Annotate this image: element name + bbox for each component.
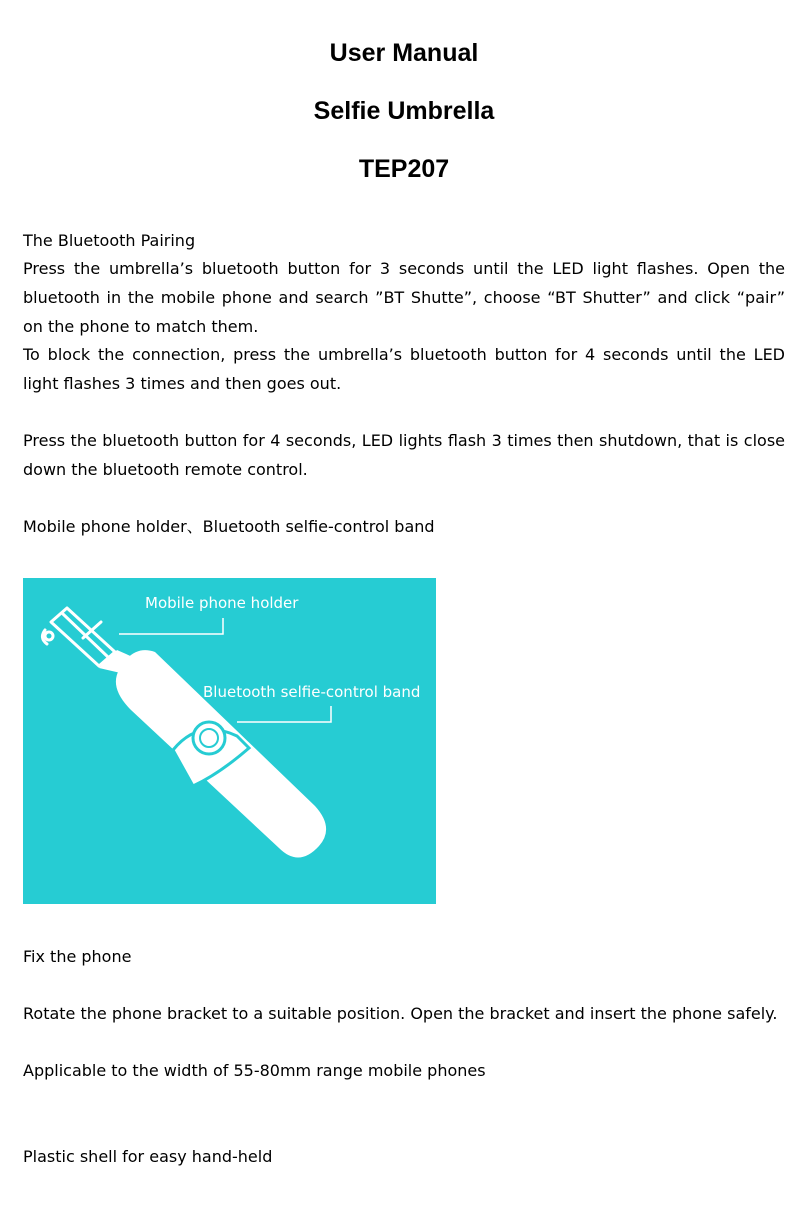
figure-label-band: Bluetooth selfie-control band [203, 683, 421, 701]
fix-phone-heading: Fix the phone [23, 947, 132, 966]
umbrella-illustration [23, 578, 436, 904]
block-connection-paragraph: To block the connection, press the umbrella’s bluetooth button for 4 seconds until the LED light flashes 3 times and then goes out. [23, 345, 785, 393]
shell-paragraph: Plastic shell for easy hand-held [23, 1147, 273, 1166]
pairing-paragraph: Press the umbrella’s bluetooth button for 3 seconds until the LED light flashes. Open the bluetooth in the mobile phone and search ”BT Shutte”, choose “BT Shutter” and click “pair” on the phone to match them. [23, 259, 785, 336]
document-title: User Manual [329, 39, 479, 67]
pairing-heading: The Bluetooth Pairing [23, 231, 196, 250]
model-number: TEP207 [358, 155, 450, 183]
figure-label-holder: Mobile phone holder [145, 594, 299, 612]
umbrella-figure [23, 578, 436, 904]
width-paragraph: Applicable to the width of 55-80mm range mobile phones [23, 1061, 486, 1080]
rotate-paragraph: Rotate the phone bracket to a suitable position. Open the bracket and insert the phone safely. [23, 1004, 778, 1023]
shutdown-paragraph: Press the bluetooth button for 4 seconds, LED lights flash 3 times then shutdown, that is close down the bluetooth remote control. [23, 431, 785, 479]
handle-graphic [99, 650, 326, 858]
phone-holder-graphic [42, 608, 115, 666]
holder-caption: Mobile phone holder、Bluetooth selfie-control band [23, 517, 435, 536]
product-name: Selfie Umbrella [313, 97, 495, 125]
